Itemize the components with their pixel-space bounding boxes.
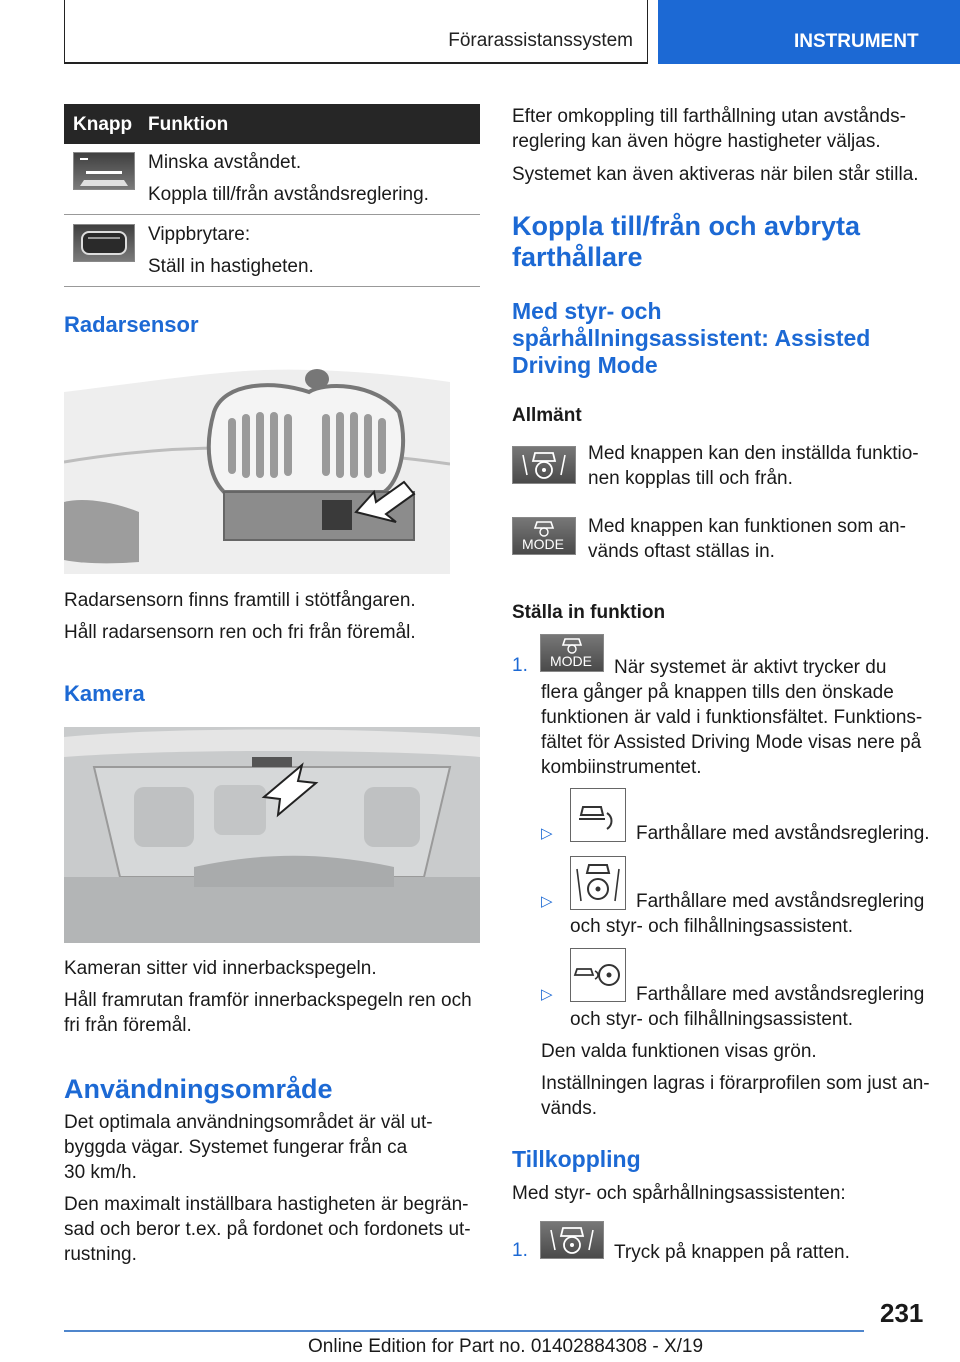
edition-text: Online Edition for Part no. 01402884308 - X/19 — [308, 1336, 704, 1357]
mode-label: MODE — [550, 653, 592, 669]
usage-text-1a: Det optimala användningsområdet är väl ut- — [64, 1112, 433, 1133]
front-bumper-radar-icon — [64, 352, 450, 574]
col-knapp: Knapp — [73, 114, 133, 135]
option-bullet: ▷ — [541, 825, 553, 842]
option-bullet: ▷ — [541, 986, 553, 1003]
button1-text-1: Med knappen kan den inställda funktio- — [588, 443, 919, 464]
usage-text-1b: byggda vägar. Systemet fungerar från ca — [64, 1137, 408, 1158]
table-row-2-line-2: Ställ in hastigheten. — [148, 256, 314, 277]
radar-heading: Radarsensor — [64, 312, 199, 337]
table-divider — [64, 214, 480, 215]
chapter-title: INSTRUMENT — [794, 31, 919, 52]
saved-text-a: Inställningen lagras i förarprofilen som just an- — [541, 1073, 930, 1094]
windshield-camera-icon — [64, 727, 480, 943]
saved-text-b: vänds. — [541, 1098, 597, 1119]
chapter-tab[interactable] — [658, 0, 960, 64]
radar-text-2: Håll radarsensorn ren och fri från föremål. — [64, 622, 416, 643]
option-3-text-a: Farthållare med avståndsreglering — [636, 984, 925, 1005]
col-funktion: Funktion — [148, 114, 229, 135]
usage-text-2c: rustning. — [64, 1244, 137, 1265]
intro-line-2: reglering kan även högre hastigheter väljas. — [512, 131, 881, 152]
sub-heading-line-2: spårhållningsassistent: Assisted — [512, 325, 871, 351]
button2-text-1: Med knappen kan funktionen som an- — [588, 516, 906, 537]
cruise-steering-assist-icon — [570, 856, 626, 910]
footer-line — [64, 1330, 864, 1332]
assist-steering-button-icon — [540, 1221, 604, 1259]
cruise-steering-wheel-icon — [570, 948, 626, 1002]
stalla-heading: Ställa in funktion — [512, 602, 666, 623]
assist-steering-button-icon — [512, 446, 576, 484]
intro-line-3: Systemet kan även aktiveras när bilen står stilla. — [512, 164, 919, 185]
tillkoppling-text: Med styr- och spårhållningsassistenten: — [512, 1183, 846, 1204]
mode-button-icon — [540, 634, 604, 672]
sub-heading-line-1: Med styr- och — [512, 298, 662, 324]
usage-text-2b: sad och beror t.ex. på fordonet och fordonets ut- — [64, 1219, 471, 1240]
table-row-2-line-1: Vippbrytare: — [148, 224, 251, 245]
camera-text-2b: fri från föremål. — [64, 1015, 192, 1036]
main-heading-line-1: Koppla till/från och avbryta — [512, 211, 861, 241]
table-header — [64, 104, 480, 144]
option-3-text-b: och styr- och filhållningsassistent. — [570, 1009, 854, 1030]
main-heading-line-2: farthållare — [512, 242, 643, 272]
mode-button-icon — [512, 517, 576, 555]
sub-heading-line-3: Driving Mode — [512, 352, 658, 378]
table-row-1-line-1: Minska avståndet. — [148, 152, 302, 173]
step-1-text-c: funktionen är vald i funktionsfältet. Funktions- — [541, 707, 923, 728]
rocker-switch-icon — [73, 224, 135, 262]
header-bar — [64, 0, 648, 64]
usage-text-2a: Den maximalt inställbara hastigheten är begrän- — [64, 1194, 469, 1215]
table-row-1-line-2: Koppla till/från avståndsreglering. — [148, 184, 429, 205]
mode-label: MODE — [522, 536, 564, 552]
till-step-number: 1. — [512, 1240, 528, 1261]
step-1-text-a: När systemet är aktivt trycker du — [614, 657, 887, 678]
button2-text-2: vänds oftast ställas in. — [588, 541, 775, 562]
step-1-number: 1. — [512, 655, 528, 676]
table-bottom-line — [64, 286, 480, 287]
option-2-text-b: och styr- och filhållningsassistent. — [570, 916, 854, 937]
step-1-text-b: flera gånger på knappen tills den önskade — [541, 682, 894, 703]
intro-line-1: Efter omkoppling till farthållning utan avstånds- — [512, 106, 906, 127]
option-bullet: ▷ — [541, 893, 553, 910]
step-1-text-e: kombiinstrumentet. — [541, 757, 702, 778]
page-number: 231 — [880, 1298, 924, 1328]
usage-heading: Användningsområde — [64, 1074, 333, 1104]
decrease-distance-icon — [73, 152, 135, 190]
button1-text-2: nen kopplas till och från. — [588, 468, 793, 489]
camera-text-2a: Håll framrutan framför innerbackspegeln ren och — [64, 990, 472, 1011]
camera-heading: Kamera — [64, 681, 145, 706]
step-1-text-d: fältet för Assisted Driving Mode visas nere på — [541, 732, 922, 753]
tillkoppling-heading: Tillkoppling — [512, 1146, 641, 1172]
camera-text-1: Kameran sitter vid innerbackspegeln. — [64, 958, 377, 979]
option-1-text: Farthållare med avståndsreglering. — [636, 823, 930, 844]
option-2-text-a: Farthållare med avståndsreglering — [636, 891, 925, 912]
section-title: Förarassistanssystem — [448, 30, 633, 51]
cruise-distance-icon — [570, 788, 626, 842]
allmant-heading: Allmänt — [512, 405, 582, 426]
radar-text-1: Radarsensorn finns framtill i stötfångaren. — [64, 590, 416, 611]
green-info: Den valda funktionen visas grön. — [541, 1041, 817, 1062]
till-step-text: Tryck på knappen på ratten. — [614, 1242, 850, 1263]
usage-text-1c: 30 km/h. — [64, 1162, 137, 1183]
